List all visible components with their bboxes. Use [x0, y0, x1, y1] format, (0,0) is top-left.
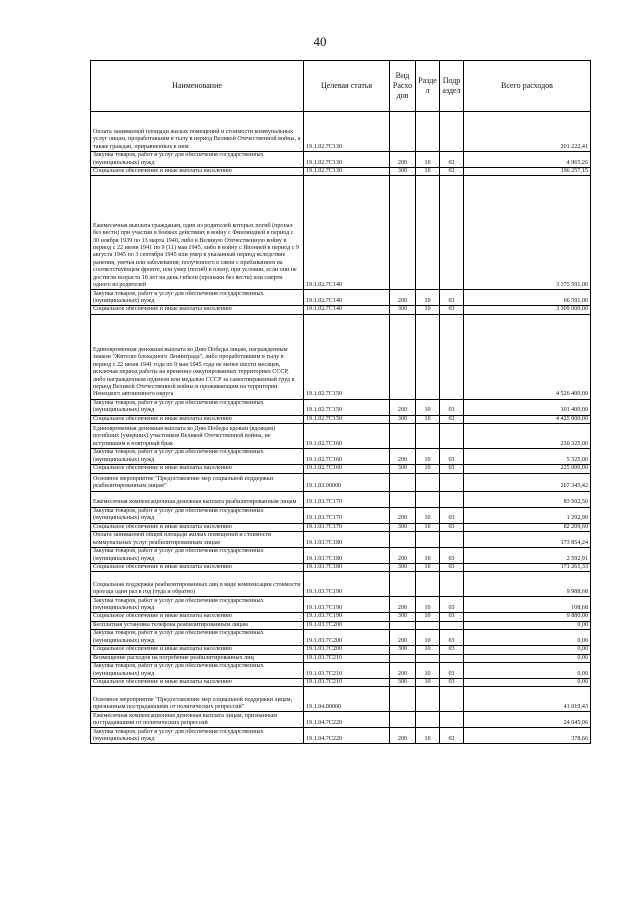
cell-expense-type: 300: [390, 523, 416, 531]
cell-section: [416, 424, 440, 449]
cell-name: Закупка товаров, работ и услуг для обеспечения государственных (муниципальных) нужд: [91, 399, 304, 415]
cell-section: [416, 473, 440, 491]
cell-expense-type: [390, 112, 416, 152]
cell-name: Ежемесячная компенсационная денежная выплата лицам, признанным пострадавшими от политических репрессий: [91, 712, 304, 728]
cell-total: 0,00: [464, 630, 591, 646]
cell-section: [416, 112, 440, 152]
cell-expense-type: 200: [390, 449, 416, 465]
cell-section: 10: [416, 290, 440, 306]
cell-section: [416, 176, 440, 290]
cell-target-article: 19.1.02.7С130: [304, 168, 390, 176]
cell-expense-type: 200: [390, 290, 416, 306]
table-row: [91, 112, 591, 152]
table-row: [91, 548, 591, 564]
cell-subsection: 03: [440, 507, 464, 523]
cell-target-article: 19.1.03.7С210: [304, 663, 390, 679]
page-number: 40: [313, 34, 327, 49]
cell-name: Социальное обеспечение и иные выплаты населению: [91, 613, 304, 621]
cell-name: Основное мероприятие "Предоставление мер социальной поддержки лицам, признанным пострадавшими от политических репрессий": [91, 687, 304, 712]
cell-target-article: 19.1.02.7С140: [304, 306, 390, 314]
cell-subsection: 03: [440, 630, 464, 646]
table-row: [91, 630, 591, 646]
cell-target-article: 19.1.02.7С160: [304, 465, 390, 473]
cell-expense-type: [390, 654, 416, 662]
cell-total: 101 400,00: [464, 399, 591, 415]
cell-expense-type: 200: [390, 548, 416, 564]
cell-name: Социальное обеспечение и иные выплаты населению: [91, 465, 304, 473]
cell-expense-type: [390, 532, 416, 548]
column-header-total: Всего расходов: [464, 61, 591, 112]
cell-target-article: 19.1.02.7С140: [304, 290, 390, 306]
cell-subsection: [440, 112, 464, 152]
cell-total: 0,00: [464, 646, 591, 654]
cell-name: Социальное обеспечение и иные выплаты населению: [91, 168, 304, 176]
cell-expense-type: [390, 473, 416, 491]
cell-subsection: 03: [440, 449, 464, 465]
cell-total: 2 592,91: [464, 548, 591, 564]
cell-name: Социальное обеспечение и иные выплаты населению: [91, 523, 304, 531]
cell-section: 10: [416, 449, 440, 465]
cell-expense-type: [390, 712, 416, 728]
cell-section: 10: [416, 663, 440, 679]
cell-section: 10: [416, 548, 440, 564]
cell-name: Возмещение расходов на погребение реабилитированных лиц: [91, 654, 304, 662]
cell-total: 108,68: [464, 597, 591, 613]
cell-section: [416, 621, 440, 629]
cell-subsection: 03: [440, 663, 464, 679]
cell-target-article: 19.1.03.7С180: [304, 548, 390, 564]
cell-subsection: 03: [440, 564, 464, 572]
cell-target-article: 19.1.03.7С170: [304, 507, 390, 523]
table-row: [91, 465, 591, 473]
cell-total: 0,00: [464, 663, 591, 679]
cell-name: Социальное обеспечение и иные выплаты населению: [91, 564, 304, 572]
cell-name: Социальная поддержка реабилитированных лиц в виде компенсации стоимости проезда один раз в год (туда и обратно): [91, 572, 304, 597]
cell-name: Закупка товаров, работ и услуг для обеспечения государственных (муниципальных) нужд: [91, 152, 304, 168]
column-header-target-article: Целевая статья: [304, 61, 390, 112]
table-header-row: [91, 61, 591, 112]
cell-total: 173 854,24: [464, 532, 591, 548]
cell-expense-type: 200: [390, 663, 416, 679]
cell-total: 9 988,68: [464, 572, 591, 597]
cell-section: 10: [416, 679, 440, 687]
cell-total: 378,66: [464, 728, 591, 744]
cell-subsection: [440, 491, 464, 507]
cell-name: Закупка товаров, работ и услуг для обеспечения государственных (муниципальных) нужд: [91, 663, 304, 679]
cell-name: Закупка товаров, работ и услуг для обеспечения государственных (муниципальных) нужд: [91, 630, 304, 646]
cell-name: Ежемесячная компенсационная денежная выплата реабилитированным лицам: [91, 491, 304, 507]
cell-total: 3 375 591,00: [464, 176, 591, 290]
table-body: [91, 112, 591, 744]
cell-section: 10: [416, 646, 440, 654]
cell-expense-type: 200: [390, 630, 416, 646]
cell-target-article: 19.1.02.7С130: [304, 152, 390, 168]
cell-target-article: 19.1.03.7С180: [304, 532, 390, 548]
cell-expense-type: 200: [390, 507, 416, 523]
table-row: [91, 152, 591, 168]
cell-name: Основное мероприятие "Предоставление мер социальной поддержки реабилитированным лицам": [91, 473, 304, 491]
cell-name: Закупка товаров, работ и услуг для обеспечения государственных (муниципальных) нужд: [91, 728, 304, 744]
column-header-name: Наименование: [91, 61, 304, 112]
cell-target-article: 19.1.03.7С170: [304, 523, 390, 531]
cell-subsection: [440, 712, 464, 728]
cell-expense-type: [390, 314, 416, 399]
table-row: [91, 424, 591, 449]
cell-subsection: 03: [440, 415, 464, 423]
cell-expense-type: 300: [390, 646, 416, 654]
cell-subsection: 03: [440, 523, 464, 531]
cell-name: Социальное обеспечение и иные выплаты населению: [91, 679, 304, 687]
cell-target-article: 19.1.03.7С180: [304, 564, 390, 572]
cell-expense-type: [390, 176, 416, 290]
cell-subsection: 03: [440, 399, 464, 415]
cell-section: [416, 491, 440, 507]
cell-name: Ежемесячная выплата гражданам, один из родителей которых погиб (пропал без вести) при участии в боевых действиях в войну с Финляндией в период с 30 ноября 1939 по 13 марта 1940, либо в Великую Отечественную войну в период с 22 июня 1941 по 9 (11) мая 1945, либо в войну с Японией в период с 9 августа 1945 по 3 сентября 1945 или умер в указанный период вследствие ранения, увечья или заболевания, полученного в связи с пребыванием на соответствующем фронте, или умер (погиб) в плену, при условии, если они не достигли возраста 18 лет на день гибели (пропажи без вести) или смерти одного из родителей: [91, 176, 304, 290]
table-row: [91, 646, 591, 654]
cell-section: 10: [416, 507, 440, 523]
cell-target-article: 19.1.02.7С150: [304, 399, 390, 415]
cell-target-article: 19.1.03.00000: [304, 473, 390, 491]
cell-target-article: 19.1.02.7С150: [304, 415, 390, 423]
cell-name: Единовременная денежная выплата ко Дню Победы вдовам (вдовцам) погибших (умерших) участников Великой Отечественной войны, не вступившим в повторный брак: [91, 424, 304, 449]
cell-total: 82 209,60: [464, 523, 591, 531]
table-row: [91, 532, 591, 548]
table-row: [91, 728, 591, 744]
cell-expense-type: [390, 424, 416, 449]
cell-total: 230 325,00: [464, 424, 591, 449]
cell-section: 10: [416, 306, 440, 314]
cell-target-article: 19.1.03.7С200: [304, 630, 390, 646]
cell-subsection: 03: [440, 168, 464, 176]
cell-name: Оплата занимаемой площади жилых помещений и стоимости коммунальных услуг лицам, проработавшим в тылу в период Великой Отечественной войны, а также граждан, приравненных к ним: [91, 112, 304, 152]
cell-expense-type: 200: [390, 399, 416, 415]
cell-total: 225 000,00: [464, 465, 591, 473]
cell-total: 0,00: [464, 621, 591, 629]
table-row: [91, 663, 591, 679]
table-row: [91, 507, 591, 523]
table-row: [91, 712, 591, 728]
cell-total: 201 222,41: [464, 112, 591, 152]
cell-expense-type: [390, 621, 416, 629]
cell-target-article: 19.1.02.7С160: [304, 424, 390, 449]
table-row: [91, 449, 591, 465]
table-row: [91, 399, 591, 415]
cell-subsection: [440, 621, 464, 629]
table-row: [91, 473, 591, 491]
cell-subsection: 03: [440, 465, 464, 473]
cell-total: 196 257,15: [464, 168, 591, 176]
cell-total: 9 880,00: [464, 613, 591, 621]
cell-section: [416, 687, 440, 712]
cell-target-article: 19.1.02.7С140: [304, 176, 390, 290]
cell-target-article: 19.1.04.00000: [304, 687, 390, 712]
cell-section: [416, 532, 440, 548]
cell-total: 66 591,00: [464, 290, 591, 306]
cell-section: 10: [416, 597, 440, 613]
cell-total: 0,00: [464, 679, 591, 687]
cell-subsection: 03: [440, 728, 464, 744]
cell-name: Социальное обеспечение и иные выплаты населению: [91, 415, 304, 423]
cell-target-article: 19.1.03.7С200: [304, 621, 390, 629]
cell-subsection: [440, 424, 464, 449]
cell-total: 267 345,42: [464, 473, 591, 491]
cell-total: 24 045,06: [464, 712, 591, 728]
column-header-section: Разде л: [416, 61, 440, 112]
cell-subsection: [440, 532, 464, 548]
table-row: [91, 687, 591, 712]
cell-expense-type: [390, 572, 416, 597]
budget-table: [90, 60, 591, 744]
cell-section: 10: [416, 564, 440, 572]
cell-expense-type: 300: [390, 679, 416, 687]
cell-subsection: 03: [440, 679, 464, 687]
cell-total: 4 425 000,00: [464, 415, 591, 423]
table-row: [91, 491, 591, 507]
cell-section: 10: [416, 728, 440, 744]
cell-name: Единовременная денежная выплата ко Дню Победы лицам, награжденным знаком "Жителю блокадного Ленинграда", либо проработавшим в тылу в период с 22 июня 1941 года по 9 мая 1945 года не менее шести месяцев, исключая период работы на временно оккупированных территориях СССР, либо награжденным орденом или медалью СССР за самоотверженный труд в период Великой Отечественной войны и проживающим на территории Ненецкого автономного округа: [91, 314, 304, 399]
cell-section: [416, 572, 440, 597]
cell-expense-type: [390, 491, 416, 507]
table-row: [91, 306, 591, 314]
table-row: [91, 679, 591, 687]
cell-subsection: [440, 314, 464, 399]
cell-target-article: 19.1.02.7С160: [304, 449, 390, 465]
cell-section: 10: [416, 523, 440, 531]
cell-name: Закупка товаров, работ и услуг для обеспечения государственных (муниципальных) нужд: [91, 597, 304, 613]
cell-expense-type: 300: [390, 613, 416, 621]
cell-subsection: [440, 687, 464, 712]
table-row: [91, 523, 591, 531]
table-row: [91, 597, 591, 613]
table-row: [91, 415, 591, 423]
cell-name: Социальное обеспечение и иные выплаты населению: [91, 306, 304, 314]
cell-target-article: 19.1.03.7С210: [304, 654, 390, 662]
cell-expense-type: 200: [390, 597, 416, 613]
cell-target-article: 19.1.02.7С130: [304, 112, 390, 152]
cell-total: 83 502,50: [464, 491, 591, 507]
table-row: [91, 654, 591, 662]
cell-total: 41 019,43: [464, 687, 591, 712]
cell-subsection: 03: [440, 290, 464, 306]
cell-target-article: 19.1.03.7С190: [304, 597, 390, 613]
cell-expense-type: 300: [390, 168, 416, 176]
cell-subsection: [440, 473, 464, 491]
table-row: [91, 176, 591, 290]
cell-section: [416, 712, 440, 728]
column-header-subsection: Подр аздел: [440, 61, 464, 112]
cell-section: 10: [416, 415, 440, 423]
cell-target-article: 19.1.03.7С210: [304, 679, 390, 687]
cell-target-article: 19.1.04.7С220: [304, 728, 390, 744]
cell-expense-type: 300: [390, 564, 416, 572]
cell-name: Закупка товаров, работ и услуг для обеспечения государственных (муниципальных) нужд: [91, 507, 304, 523]
cell-expense-type: 200: [390, 152, 416, 168]
cell-target-article: 19.1.03.7С190: [304, 572, 390, 597]
cell-subsection: [440, 572, 464, 597]
table-row: [91, 290, 591, 306]
cell-subsection: 03: [440, 548, 464, 564]
cell-section: 10: [416, 465, 440, 473]
table-row: [91, 168, 591, 176]
cell-section: 10: [416, 168, 440, 176]
cell-total: 5 325,00: [464, 449, 591, 465]
cell-name: Закупка товаров, работ и услуг для обеспечения государственных (муниципальных) нужд: [91, 290, 304, 306]
cell-target-article: 19.1.03.7С190: [304, 613, 390, 621]
cell-subsection: 03: [440, 306, 464, 314]
table-row: [91, 621, 591, 629]
cell-total: 1 292,90: [464, 507, 591, 523]
cell-subsection: [440, 176, 464, 290]
cell-name: Социальное обеспечение и иные выплаты населению: [91, 646, 304, 654]
cell-expense-type: [390, 687, 416, 712]
cell-total: 171 261,33: [464, 564, 591, 572]
cell-subsection: [440, 654, 464, 662]
cell-total: 0,00: [464, 654, 591, 662]
cell-section: 10: [416, 399, 440, 415]
cell-section: 10: [416, 613, 440, 621]
cell-name: Закупка товаров, работ и услуг для обеспечения государственных (муниципальных) нужд: [91, 548, 304, 564]
cell-section: [416, 314, 440, 399]
cell-subsection: 03: [440, 152, 464, 168]
cell-subsection: 03: [440, 597, 464, 613]
table-row: [91, 613, 591, 621]
cell-name: Оплата занимаемой общей площади жилых помещений и стоимости коммунальных услуг реабилитированным лицам: [91, 532, 304, 548]
cell-total: 4 965,26: [464, 152, 591, 168]
cell-target-article: 19.1.03.7С170: [304, 491, 390, 507]
cell-subsection: 03: [440, 646, 464, 654]
cell-section: 10: [416, 630, 440, 646]
cell-name: Бесплатная установка телефона реабилитированным лицам: [91, 621, 304, 629]
cell-target-article: 19.1.04.7С220: [304, 712, 390, 728]
column-header-expense-type: Вид Расхо дов: [390, 61, 416, 112]
table-row: [91, 314, 591, 399]
cell-subsection: 03: [440, 613, 464, 621]
cell-expense-type: 300: [390, 306, 416, 314]
cell-expense-type: 200: [390, 728, 416, 744]
cell-expense-type: 300: [390, 415, 416, 423]
cell-section: 10: [416, 152, 440, 168]
table-row: [91, 572, 591, 597]
cell-name: Закупка товаров, работ и услуг для обеспечения государственных (муниципальных) нужд: [91, 449, 304, 465]
cell-total: 3 309 000,00: [464, 306, 591, 314]
cell-target-article: 19.1.02.7С150: [304, 314, 390, 399]
table-row: [91, 564, 591, 572]
cell-expense-type: 300: [390, 465, 416, 473]
cell-section: [416, 654, 440, 662]
cell-total: 4 526 400,00: [464, 314, 591, 399]
cell-target-article: 19.1.03.7С200: [304, 646, 390, 654]
